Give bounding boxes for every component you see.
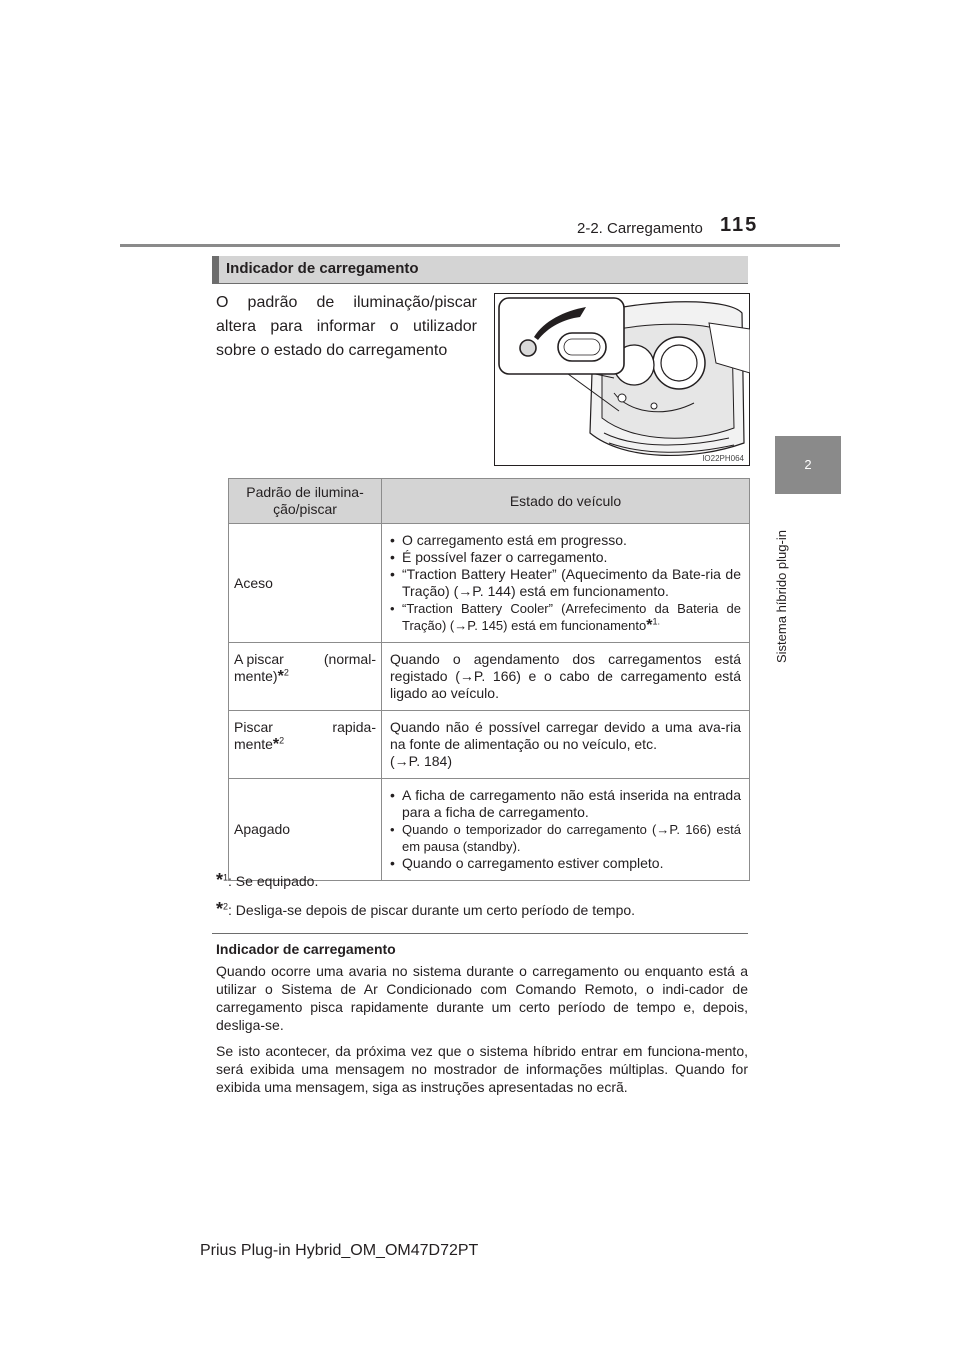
footnote-ref: 2 [279,735,285,746]
footnote-ref: 1. [652,616,660,627]
state-text: Quando o agendamento dos carregamentos está registado (→P. 166) e o cabo de carregamento está ligado ao veículo. [390,651,741,701]
table-header-state: Estado do veículo [382,479,750,524]
state-cell [382,643,750,711]
table-row [229,643,750,711]
pattern-word: Piscar [234,719,273,735]
footnote-star: * [277,668,284,685]
page-number: 115 [720,214,759,236]
pattern-cell [229,524,382,643]
pattern-on: Aceso [234,574,273,591]
pattern-word: (normal- [323,651,376,667]
state-text: Quando não é possível carregar devido a uma ava-ria na fonte de alimentação ou no veículo, etc. [390,719,741,752]
footnote-star: * [646,617,653,634]
table-row [229,711,750,779]
section-heading [212,256,748,283]
pattern-cell [229,779,382,881]
pattern-word: A piscar [234,651,284,667]
footnote-ref: 2 [283,667,289,678]
chapter-side-label [766,505,806,665]
list-item: • Quando o carregamento estiver completo. [390,855,741,872]
footnote-text: : Se equipado. [228,873,319,889]
list-item: • Quando o temporizador do carregamento (→P. 166) está em pausa (standby). [390,821,741,855]
info-title: Indicador de carregamento [216,941,396,957]
footnote-star: * [272,736,280,753]
charging-indicator-table [228,478,750,881]
charging-port-drawing [494,293,750,466]
table-header-pattern: Padrão de ilumina-ção/piscar [229,479,382,524]
list-item: • O carregamento está em progresso. [390,532,741,549]
section-heading-bar [212,256,219,283]
info-block [216,940,748,1104]
state-list [390,532,741,634]
table-header-row [229,479,750,524]
info-rule [212,933,748,934]
pattern-word: mente [234,736,273,752]
pattern-word: mente) [234,668,278,684]
section-heading-underline [212,283,748,284]
state-cell [382,779,750,881]
table-row [229,524,750,643]
state-cell [382,711,750,779]
footnote-num: 1 [223,872,229,883]
list-item: • É possível fazer o carregamento. [390,549,741,566]
state-cell [382,524,750,643]
pattern-off: Apagado [234,821,291,837]
footnote-star: * [216,870,224,890]
section-heading-text: Indicador de carregamento [226,260,419,277]
intro-paragraph: O padrão de iluminação/piscar altera para informar o utilizador sobre o estado do carregamento [216,294,477,359]
pattern-word: rapida- [332,719,376,735]
pattern-cell [229,643,382,711]
footnote-star: * [216,899,224,919]
info-paragraph: Quando ocorre uma avaria no sistema durante o carregamento ou enquanto está a utilizar o Sistema de Ar Condicionado com Comando Remoto, o indi-cador de carregamento pisca rapidamente durante um certo período de tempo e, depois, desliga-se. [216,963,748,1033]
footer-document-id: Prius Plug-in Hybrid_OM_OM47D72PT [200,1242,479,1259]
footnote-2 [216,899,635,920]
footnote-text: : Desliga-se depois de piscar durante um certo período de tempo. [228,902,636,918]
figure-code: IO22PH064 [702,454,744,463]
chapter-tab: 2 [775,436,841,494]
footnote-1 [216,870,318,891]
pattern-cell [229,711,382,779]
chapter-side-label-text: Sistema híbrido plug-in [774,530,789,663]
list-item: • “Traction Battery Heater” (Aquecimento da Bate-ria de Tração) (→P. 144) está em funcionamento. [390,566,741,600]
list-item [390,600,741,634]
charging-port-illustration [494,293,750,466]
state-ref: (→P. 184) [390,753,452,769]
state-list [390,787,741,872]
list-item: • A ficha de carregamento não está inserida na entrada para a ficha de carregamento. [390,787,741,821]
footnote-num: 2 [223,901,229,912]
info-paragraph: Se isto acontecer, da próxima vez que o sistema híbrido entrar em funciona-mento, será exibida uma mensagem no mostrador de informações múltiplas. Quando for exibida uma mensagem, siga as instruções apresentadas no ecrã. [216,1043,748,1095]
state-text: “Traction Battery Cooler” (Arrefecimento da Bateria de Tração) (→P. 145) está em funcionamento [402,601,741,633]
header-rule [120,244,840,247]
table-row [229,779,750,881]
running-header-section: 2-2. Carregamento [577,220,703,237]
